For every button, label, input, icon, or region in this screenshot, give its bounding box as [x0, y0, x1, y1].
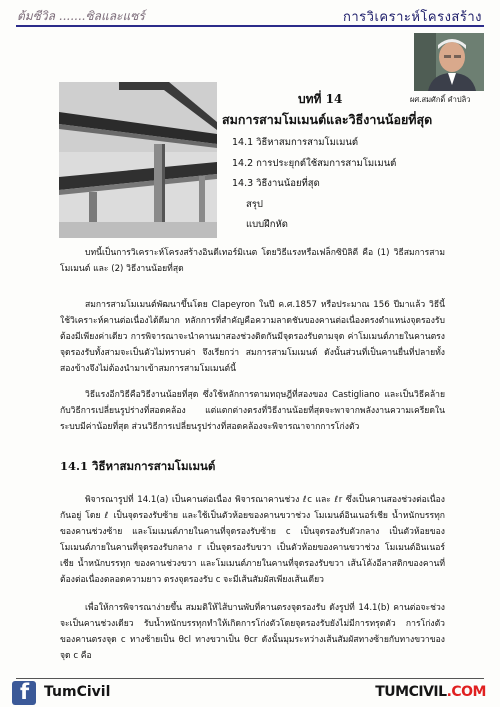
paragraph-text: สมการสามโมเมนต์พัฒนาขึ้นโดย Clapeyron ในปี ค.ศ.1857 หรือประมาณ 156 ปีมาแล้ว วิธีนี้ใช้วิเคราะห์คานต่อเนื่องได้ดีมาก หลักการที่สำคัญคือความลาดชันของคานต่อเนื่องตรงตำแหน่งจุดรองรับต้องมีเพียงค่าเดียว การพิจารณาจะนำคานมาสองช่วงติดกันมีจุดรองรับตามจุด ค่าโมเมนต์ภายในคานตรงจุดรองรับทั้งสามจะเป็นตัวไม่ทราบค่า จึงเรียกว่า สมการสามโมเมนต์ ดังนั้นส่วนที่เป็นคานยื่นที่ปลายทั้งสองข้างจึงไม่ต้องนำมาเข้าสมการสามโมเมนต์นี้	[60, 300, 445, 374]
toc-subitem: สรุป	[246, 198, 263, 210]
header-rule	[16, 25, 484, 27]
site-logo	[375, 684, 486, 700]
paragraph-text: พิจารณารูปที่ 14.1(a) เป็นคานต่อเนื่อง พิจารณาคานช่วง ℓc และ ℓr ซึ่งเป็นคานสองช่วงต่อเนื่องกันอยู่ โดย ℓ เป็นจุดรองรับซ้าย และใช้เป็นตัวห้อยของคานขวาช่วง โมเมนต์อินเนอร์เชีย น้ำหนักบรรทุก ของคานช่วงซ้าย และโมเมนต์ภายในคานที่จุดรองรับซ้าย c เป็นจุดรองรับตัวกลาง เป็นตัวห้อยของโมเมนต์ภายในคานที่จุดรองรับกลาง r เป็นจุดรองรับขวา เป็นตัวห้อยของคานขวาช่วง โมเมนต์อินเนอร์เชีย น้ำหนักบรรทุก ของคานช่วงขวา และโมเมนต์ภายในคานที่จุดรองรับขวา เส้นโค้งอีลาสติกของคานที่ต้องต่อเนื่องตลอดความยาว ตรงจุดรองรับ c จะมีเส้นสัมผัสเพียงเส้นเดียว	[60, 495, 445, 585]
toc-item: 14.3 วิธีงานน้อยที่สุด	[232, 178, 320, 189]
chapter-title: สมการสามโมเมนต์และวิธีงานน้อยที่สุด	[222, 112, 433, 127]
chapter-number: บทที่ 14	[298, 92, 343, 106]
facebook-page-name: TumCivil	[44, 684, 111, 700]
author-caption: ผศ.สมศักดิ์ คำปลิว	[410, 95, 471, 104]
toc-item: 14.2 การประยุกต์ใช้สมการสามโมเมนต์	[232, 157, 397, 169]
header-right-title: การวิเคราะห์โครงสร้าง	[343, 10, 482, 25]
paragraph-text: วิธีแรงอีกวิธีคือวิธีงานน้อยที่สุด ซึ่งใช้หลักการตามทฤษฎีที่สองของ Castigliano และเป็นวิธีคล้ายกับวิธีการเปลี่ยนรูปร่างที่สอดคล้อง แต่แตกต่างตรงที่วิธีงานน้อยที่สุดจะพาจากพลังงานความเครียดในระบบมีค่าน้อยที่สุด ส่วนวิธีการเปลี่ยนรูปร่างที่สอดคล้องจะพิจารณาจากการโก่งตัว	[60, 390, 445, 432]
section-paragraph-2	[60, 600, 445, 664]
bridge-photo	[59, 82, 217, 238]
header-left-title: ต้มซีวิล .......ซิลและแซร์	[17, 9, 145, 23]
paragraph-text: บทนี้เป็นการวิเคราะห์โครงสร้างอินดีเทอร์มิเนต โดยวิธีแรงหรือเฟล็กซิบิลิตี คือ (1) วิธีสมการสามโมเมนต์ และ (2) วิธีงานน้อยที่สุด	[60, 248, 445, 274]
site-logo-suffix: .COM	[446, 684, 486, 700]
author-photo	[414, 33, 484, 91]
footer-rule	[16, 678, 484, 679]
section-paragraph-1	[60, 492, 445, 588]
paragraph-text: เพื่อให้การพิจารณาง่ายขึ้น สมมติให้ไส้บานพับที่คานตรงจุดรองรับ ดังรูปที่ 14.1(b) คานต่อจะช่วงจะเป็นคานช่วงเดียว รับน้ำหนักบรรทุกทำให้เกิดการโก่งตัวโดยจุดรองรับยังไม่มีการทรุดตัว การโก่งตัวของคานตรงจุด c ทางซ้ายเป็น θcl ทางขวาเป็น θcr ดังนั้นมุมระหว่างเส้นสัมผัสทางซ้ายกับทางขวาของจุด c คือ	[60, 603, 445, 661]
section-heading: 14.1 วิธีหาสมการสามโมเมนต์	[60, 459, 216, 473]
site-logo-main: TUMCIVIL	[375, 684, 447, 700]
chapter-toc	[232, 133, 396, 236]
intro-paragraph	[60, 245, 445, 277]
least-work-paragraph	[60, 387, 445, 435]
facebook-letter-icon: f	[20, 680, 30, 704]
toc-item: 14.1 วิธีหาสมการสามโมเมนต์	[232, 137, 359, 148]
toc-subitem: แบบฝึกหัด	[246, 219, 288, 230]
history-paragraph	[60, 297, 445, 377]
